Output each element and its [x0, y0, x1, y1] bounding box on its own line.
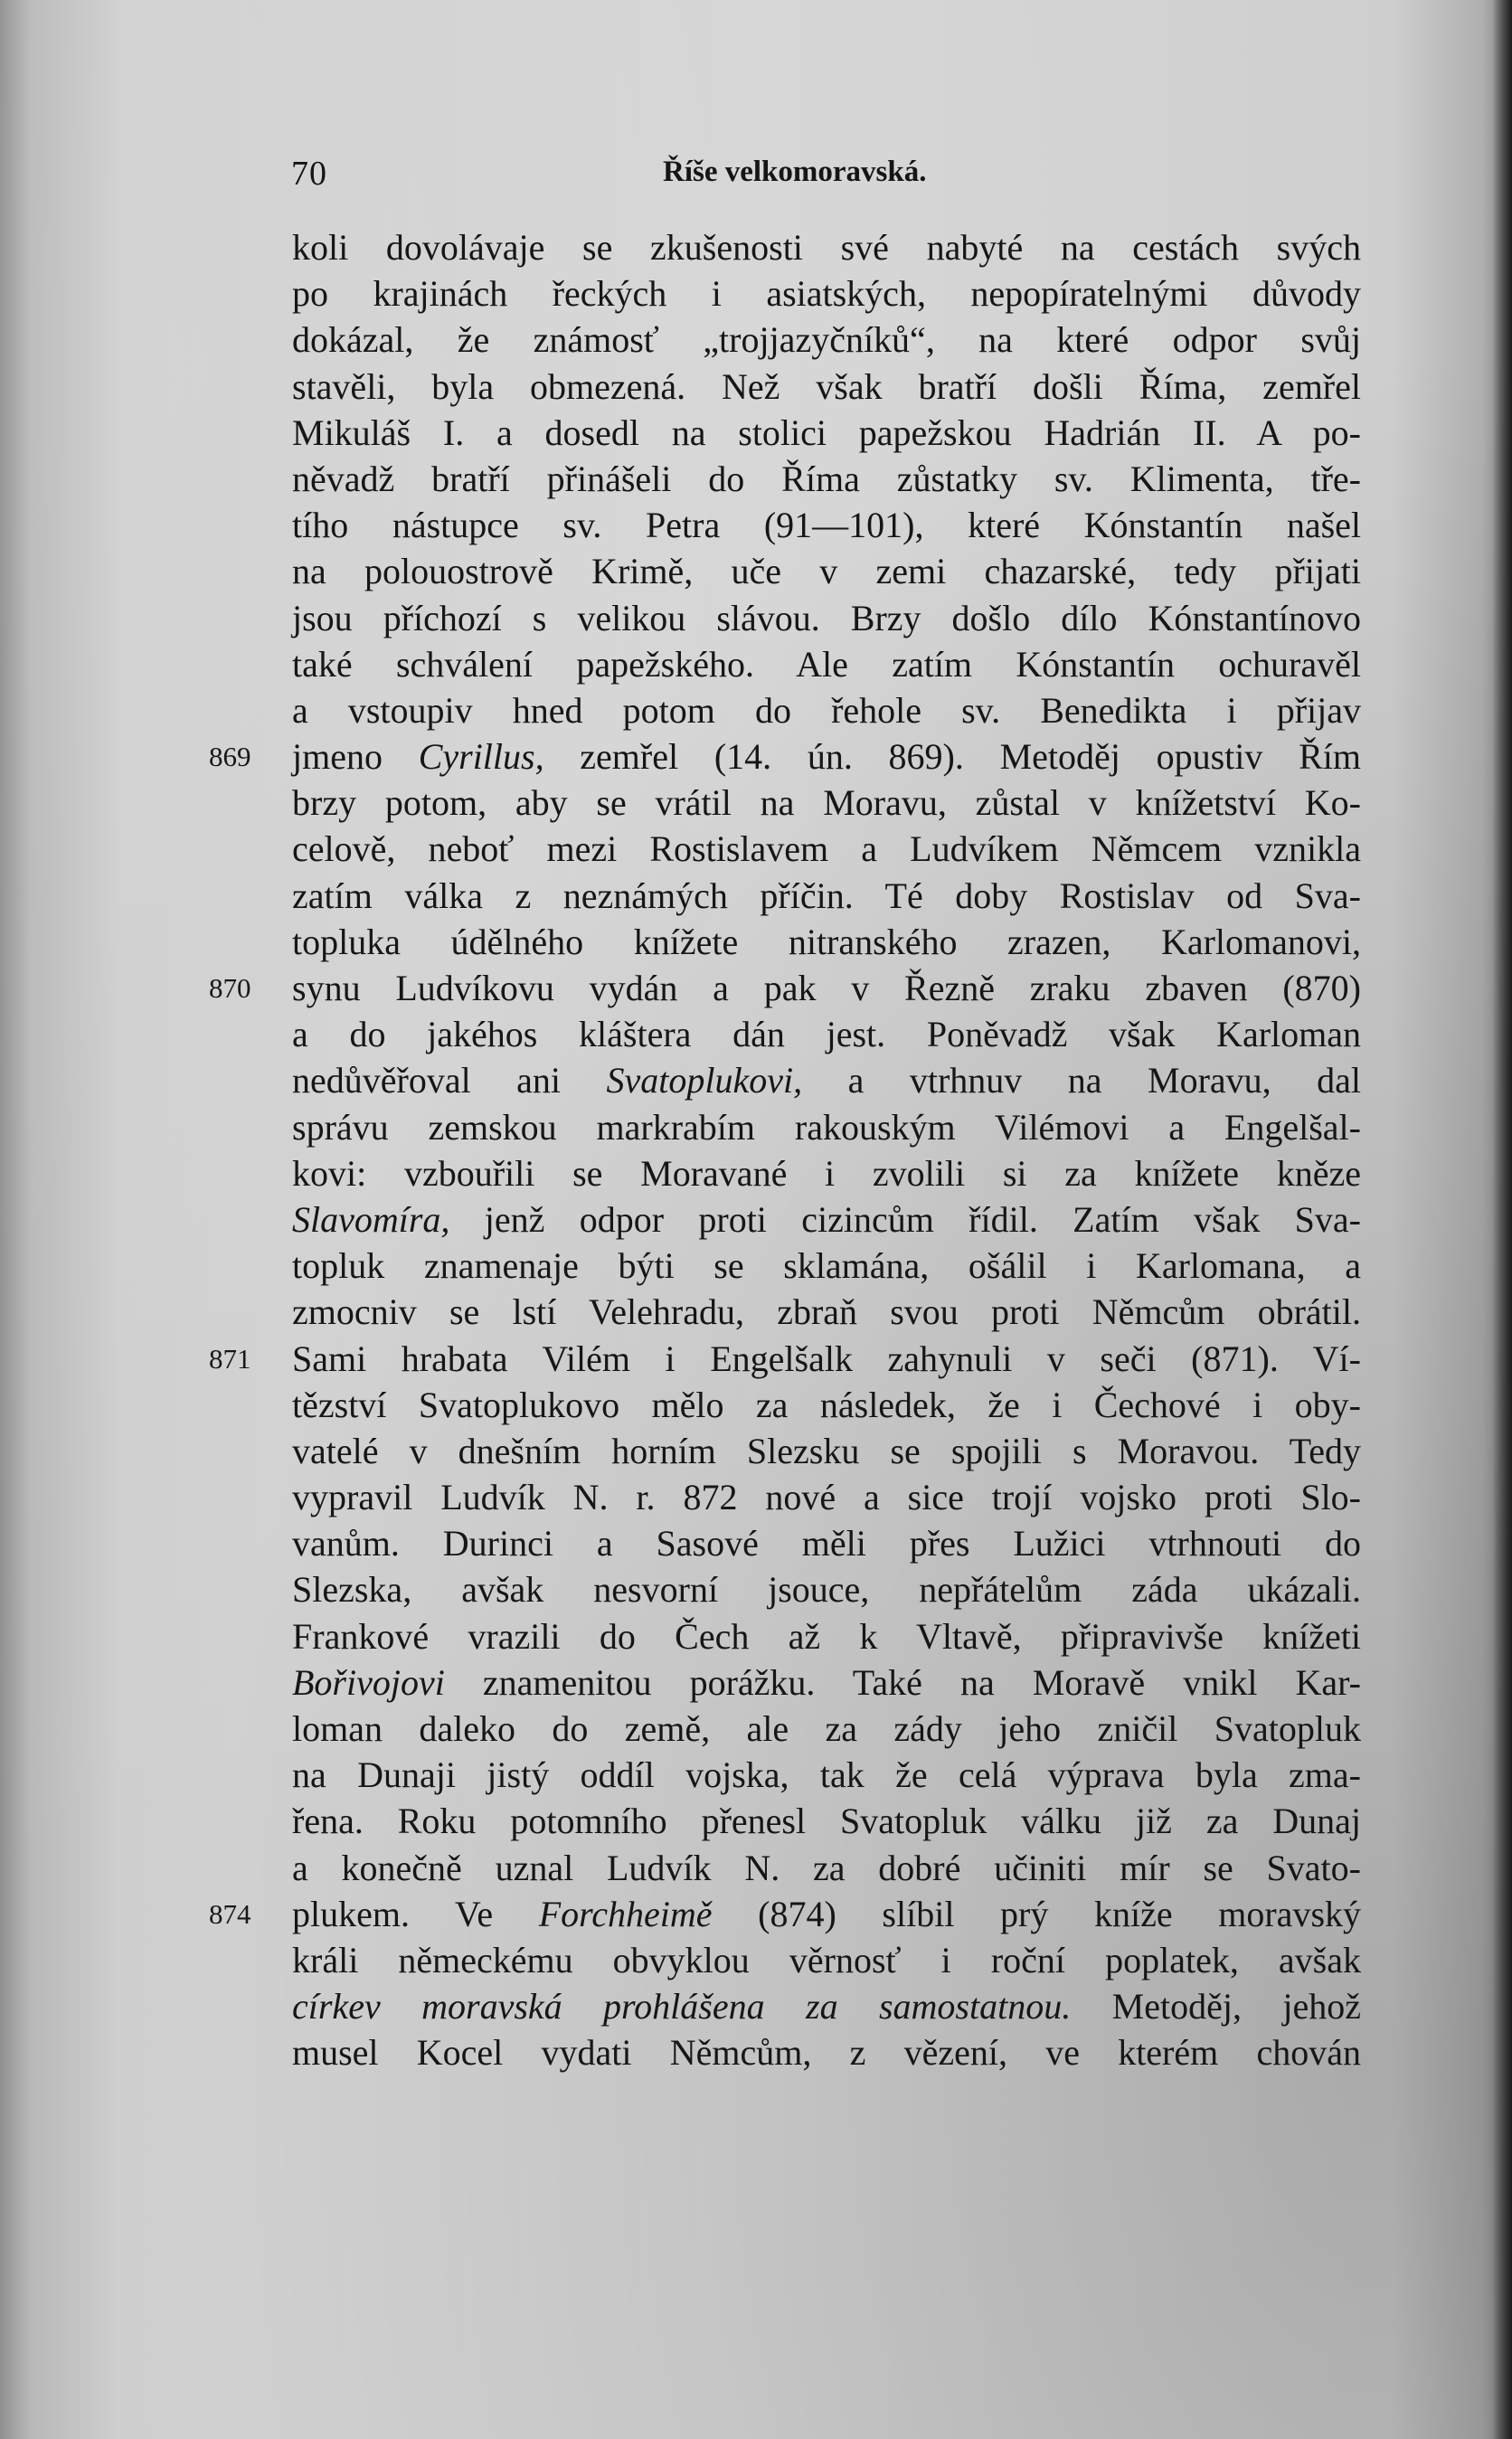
text-line: kovi: vzbouřili se Moravané i zvolili si za knížete kněze [292, 1152, 1361, 1194]
text-line: také schválení papežského. Ale zatím Kónstantín ochuravěl [292, 643, 1361, 685]
text-line: topluka údělného knížete nitranského zrazen, Karlomanovi, [292, 921, 1361, 962]
line-text: nedůvěřoval ani [292, 1060, 607, 1101]
text-line: vatelé v dnešním horním Slezsku se spojili s Moravou. Tedy [292, 1430, 1361, 1471]
text-line: Frankové vrazili do Čech až k Vltavě, připravivše knížeti [292, 1615, 1361, 1657]
margin-year: 871 [209, 1342, 251, 1375]
margin-year: 869 [209, 741, 251, 773]
text-line: zatím válka z neznámých příčin. Té doby Rostislav od Sva- [292, 874, 1361, 916]
text-line: koli dovolávaje se zkušenosti své nabyté na cestách svých [292, 227, 1361, 268]
line-text: plukem. Ve [292, 1893, 539, 1934]
text-line: loman daleko do země, ale za zády jeho zničil Svatopluk [292, 1708, 1361, 1749]
italic-name: Svatoplukovi, [606, 1060, 803, 1101]
text-line [292, 1659, 1361, 1706]
text-line: brzy potom, aby se vrátil na Moravu, zůstal v knížetství Ko- [292, 782, 1361, 824]
text-line: tího nástupce sv. Petra (91—101), které Kónstantín našel [292, 505, 1361, 546]
text-line [209, 1336, 1361, 1382]
italic-name: Slavomíra, [292, 1198, 450, 1240]
text-line: zmocniv se lstí Velehradu, zbraň svou proti Němcům obrátil. [292, 1291, 1361, 1333]
text-line: a do jakéhos kláštera dán jest. Poněvadž však Karloman [292, 1014, 1361, 1055]
text-line: a konečně uznal Ludvík N. za dobré učiniti mír se Svato- [292, 1847, 1361, 1888]
text-line: jsou příchozí s velikou slávou. Brzy došlo dílo Kónstantínovo [292, 597, 1361, 638]
margin-year: 874 [209, 1897, 251, 1930]
text-line [292, 1983, 1361, 2029]
page-number: 70 [291, 155, 327, 193]
margin-year: 870 [209, 972, 251, 1004]
page-edge-shadow [1492, 0, 1512, 2439]
line-text: jmeno [292, 736, 419, 778]
body-text [209, 224, 1362, 2076]
text-line: celově, neboť mezi Rostislavem a Ludvíkem Němcem vznikla [292, 828, 1361, 870]
italic-name: Cyrillus, [418, 736, 544, 778]
text-line: Mikuláš I. a dosedl na stolici papežskou Hadrián II. A po- [292, 411, 1361, 453]
italic-name: Bořivojovi [292, 1661, 445, 1703]
text-line: po krajinách řeckých i asiatských, nepopíratelnými důvody [292, 273, 1361, 315]
text-line: králi německému obvyklou věrnosť i roční poplatek, avšak [292, 1939, 1361, 1981]
italic-phrase: církev moravská prohlášena za samostatnou. [292, 1986, 1072, 2028]
text-line: tězství Svatoplukovo mělo za následek, že i Čechové i oby- [292, 1384, 1361, 1425]
text-line: vanům. Durinci a Sasové měli přes Lužici vtrhnouti do [292, 1523, 1361, 1565]
text-line: na polouostrově Krimě, uče v zemi chazarské, tedy přijati [292, 551, 1361, 592]
line-text: znamenitou porážku. Také na Moravě vnikl Kar- [444, 1661, 1361, 1703]
text-line: vypravil Ludvík N. r. 872 nové a sice trojí vojsko proti Slo- [292, 1477, 1361, 1518]
text-line: musel Kocel vydati Němcům, z vězení, ve kterém chován [292, 2032, 1361, 2074]
line-text: jenž odpor proti cizincům řídil. Zatím však Sva- [449, 1198, 1361, 1240]
text-line: řena. Roku potomního přenesl Svatopluk válku již za Dunaj [292, 1801, 1361, 1842]
text-line: topluk znamenaje býti se sklamána, ošálil i Karlomana, a [292, 1245, 1361, 1287]
text-line [209, 965, 1361, 1011]
text-line: stavěli, byla obmezená. Než však bratří došli Říma, zemřel [292, 365, 1361, 407]
running-head: Říše velkomoravská. [663, 156, 927, 188]
line-text: zemřel (14. ún. 869). Metoděj opustiv Řím [543, 736, 1361, 778]
text-line [292, 1196, 1361, 1243]
text-line: dokázal, že známosť „trojjazyčníků“, na které odpor svůj [292, 319, 1361, 361]
text-line: Slezska, avšak nesvorní jsouce, nepřátelům záda ukázali. [292, 1569, 1361, 1611]
text-line: na Dunaji jistý oddíl vojska, tak že celá výprava byla zma- [292, 1754, 1361, 1796]
italic-name: Forchheimě [538, 1893, 713, 1934]
line-text: Metoděj, jehož [1071, 1986, 1361, 2028]
line-text: (874) slíbil prý kníže moravský [712, 1893, 1362, 1934]
text-line [292, 1057, 1361, 1103]
line-text: Sami hrabata Vilém i Engelšalk zahynuli v seči (871). Ví- [292, 1338, 1361, 1379]
text-line: a vstoupiv hned potom do řehole sv. Benedikta i přijav [292, 689, 1361, 731]
text-line [209, 733, 1361, 780]
text-line: něvadž bratří přinášeli do Říma zůstatky sv. Klimenta, tře- [292, 458, 1361, 499]
line-text: a vtrhnuv na Moravu, dal [802, 1060, 1362, 1101]
text-line: správu zemskou markrabím rakouským Vilémovi a Engelšal- [292, 1106, 1361, 1148]
line-text: synu Ludvíkovu vydán a pak v Řezně zraku zbaven (870) [292, 968, 1361, 1008]
text-line [209, 1891, 1362, 1937]
